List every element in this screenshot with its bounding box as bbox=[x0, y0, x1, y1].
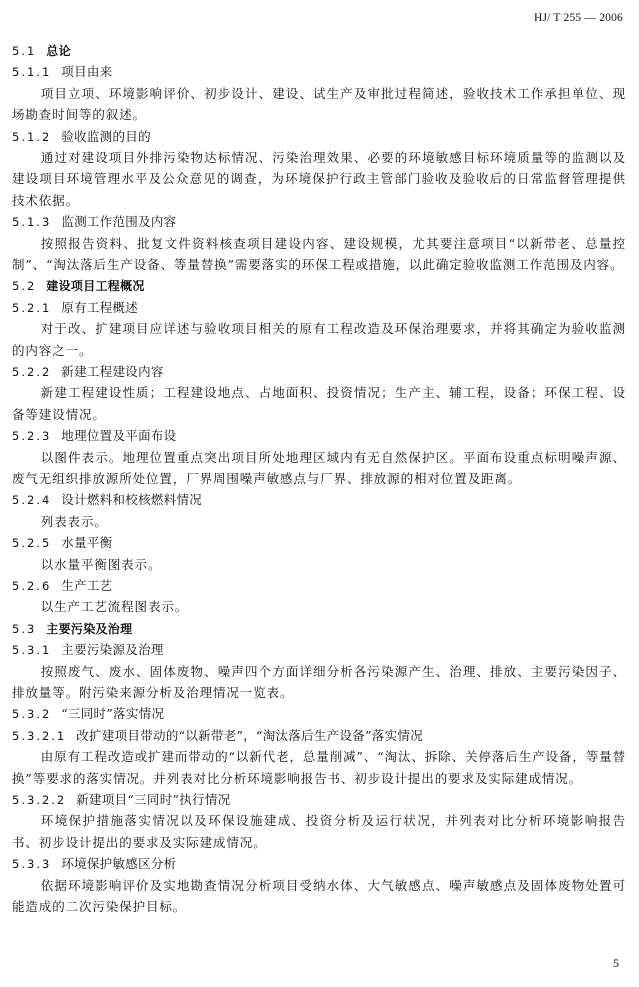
section-number: 5.1.1 bbox=[12, 65, 52, 80]
section-title: 监测工作范围及内容 bbox=[61, 214, 177, 230]
section-number: 5.2.3 bbox=[12, 429, 52, 444]
subsection-heading bbox=[12, 61, 626, 82]
section-heading bbox=[12, 40, 626, 61]
section-heading bbox=[12, 618, 626, 639]
document-body bbox=[12, 40, 626, 917]
body-paragraph: 以图件表示。地理位置重点突出项目所处地理区域内有无自然保护区。平面布设重点标明噪声源、废气无组织排放源所处位置，厂界周围噪声敏感点与厂界、排放源的相对位置及距离。 bbox=[12, 449, 626, 486]
section-number: 5.3 bbox=[12, 621, 37, 636]
section-number: 5.2.2 bbox=[12, 365, 52, 379]
subsection-heading bbox=[12, 425, 626, 446]
body-paragraph: 依据环境影响评价及实地勘查情况分析项目受纳水体、大气敏感点、噪声敏感点及固体废物处置可能造成的二次污染保护目标。 bbox=[12, 877, 626, 914]
section-title: 环境保护敏感区分析 bbox=[61, 856, 177, 872]
section-title: 项目由来 bbox=[61, 64, 113, 80]
body-paragraph: 以生产工艺流程图表示。 bbox=[40, 599, 189, 615]
section-title: 原有工程概述 bbox=[61, 299, 139, 315]
section-title: 地理位置及平面布设 bbox=[61, 428, 177, 444]
section-number: 5.2.5 bbox=[12, 536, 52, 551]
body-paragraph: 新建工程建设性质；工程建设地点、占地面积、投资情况；生产主、辅工程，设备；环保工程、设备等建设情况。 bbox=[12, 385, 626, 422]
body-paragraph: 对于改、扩建项目应详述与验收项目相关的原有工程改造及环保治理要求，并将其确定为验收监测的内容之一。 bbox=[12, 321, 626, 358]
section-number: 5.2.6 bbox=[12, 579, 52, 593]
subsection-heading bbox=[12, 639, 626, 660]
section-heading bbox=[12, 275, 626, 296]
section-title: 改扩建项目带动的“以新带老”，“淘汰落后生产设备”落实情况 bbox=[76, 727, 423, 743]
subsection-heading bbox=[12, 703, 626, 724]
subsection-heading bbox=[12, 853, 626, 874]
section-number: 5.2.4 bbox=[12, 493, 52, 508]
section-title: 主要污染及治理 bbox=[46, 621, 133, 636]
section-title: 生产工艺 bbox=[61, 578, 113, 593]
section-title: 总论 bbox=[46, 44, 71, 58]
body-paragraph: 环境保护措施落实情况以及环保设施建成、投资分析及运行状况，并列表对比分析环境影响报告书、初步设计提出的要求及实际建成情况。 bbox=[12, 813, 626, 850]
document-code: HJ/ T 255 — 2006 bbox=[533, 12, 623, 24]
section-number: 5.3.3 bbox=[12, 857, 52, 872]
body-paragraph: 项目立项、环境影响评价、初步设计、建设、试生产及审批过程简述，验收技术工作承担单位、现场勘查时间等的叙述。 bbox=[12, 85, 626, 123]
section-title: 设计燃料和校核燃料情况 bbox=[61, 492, 203, 508]
subsection-heading bbox=[12, 126, 626, 147]
section-title: 建设项目工程概况 bbox=[46, 279, 145, 294]
section-number: 5.3.2.1 bbox=[12, 728, 67, 743]
subsection-heading bbox=[12, 361, 626, 382]
section-title: 新建项目“三同时”执行情况 bbox=[76, 791, 231, 807]
section-number: 5.3.2 bbox=[12, 707, 52, 722]
section-number: 5.2 bbox=[12, 279, 37, 294]
section-title: 验收监测的目的 bbox=[61, 128, 151, 144]
section-number: 5.1 bbox=[12, 44, 37, 58]
section-number: 5.2.1 bbox=[12, 300, 52, 315]
page-number: 5 bbox=[613, 956, 619, 970]
body-paragraph: 按照报告资料、批复文件资料核查项目建设内容、建设规模，尤其要注意项目“以新带老、总量控制”、“淘汰落后生产设备、等量替换”需要落实的环保工程或措施，以此确定验收监测工作范围及内容。 bbox=[12, 235, 626, 272]
subsection-heading bbox=[12, 575, 626, 596]
subsection-heading bbox=[12, 725, 626, 746]
body-paragraph: 以水量平衡图表示。 bbox=[40, 556, 162, 572]
body-paragraph: 由原有工程改造或扩建而带动的“以新代老，总量削减”、“淘汰、拆除、关停落后生产设备，等量替换”等要求的落实情况。并列表对比分析环境影响报告书、初步设计提出的要求及实际建成情况。 bbox=[12, 749, 626, 786]
body-paragraph: 通过对建设项目外排污染物达标情况、污染治理效果、必要的环境敏感目标环境质量等的监测以及建设项目环境管理水平及公众意见的调查，为环境保护行政主管部门验收及验收后的日常监督管理提供技术依据。 bbox=[12, 149, 626, 208]
subsection-heading bbox=[12, 211, 626, 232]
section-number: 5.3.1 bbox=[12, 643, 52, 658]
section-number: 5.1.2 bbox=[12, 129, 52, 144]
subsection-heading bbox=[12, 489, 626, 510]
section-title: 水量平衡 bbox=[61, 535, 113, 551]
body-paragraph: 按照废气、废水、固体废物、噪声四个方面详细分析各污染源产生、治理、排放、主要污染因子、排放量等。附污染来源分析及治理情况一览表。 bbox=[12, 663, 626, 700]
body-paragraph: 列表表示。 bbox=[40, 513, 108, 529]
subsection-heading bbox=[12, 532, 626, 553]
section-title: 新建工程建设内容 bbox=[61, 364, 164, 379]
section-number: 5.1.3 bbox=[12, 215, 52, 230]
section-title: 主要污染源及治理 bbox=[61, 642, 164, 658]
subsection-heading bbox=[12, 789, 626, 810]
section-number: 5.3.2.2 bbox=[12, 792, 67, 807]
section-title: “三同时”落实情况 bbox=[61, 706, 165, 722]
subsection-heading bbox=[12, 297, 626, 318]
